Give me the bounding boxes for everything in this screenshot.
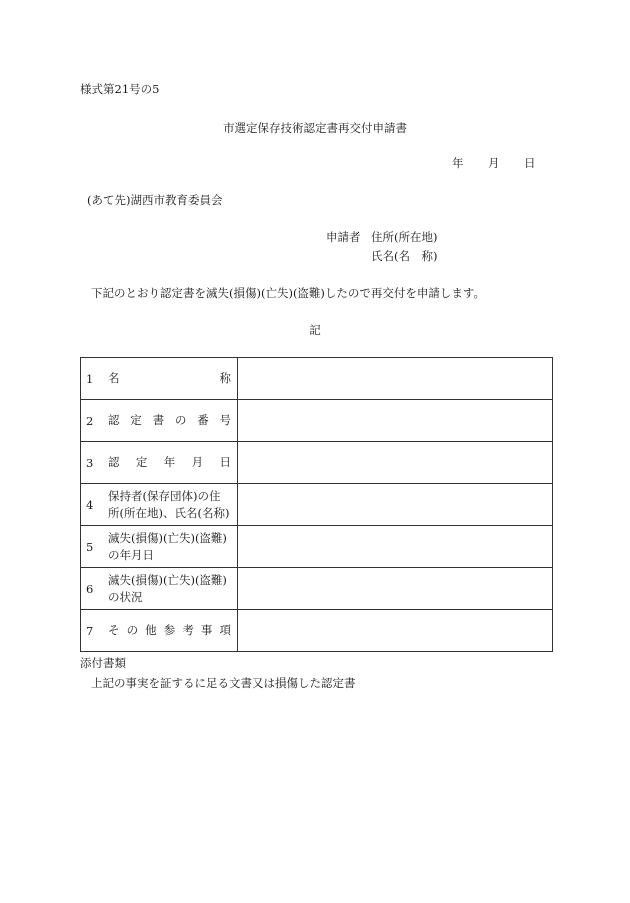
table-row (81, 526, 553, 568)
table-row (81, 484, 553, 526)
applicant-address-label: 住所(所在地) (371, 230, 438, 244)
item-label: その他参考事項 (108, 623, 231, 638)
item-label: 認定書の番号 (108, 413, 231, 428)
table-row (81, 442, 553, 484)
item-label-cell (81, 358, 238, 400)
item-value-cell[interactable] (238, 568, 553, 610)
table-row (81, 358, 553, 400)
item-number: 5 (86, 539, 94, 554)
applicant-label: 申請者 (326, 230, 361, 244)
item-label: 滅失(損傷)(亡失)(盗難)の年月日 (108, 530, 227, 562)
item-value-cell[interactable] (238, 526, 553, 568)
form-number: 様式第21号の5 (80, 82, 160, 96)
item-value-cell[interactable] (238, 610, 553, 652)
item-label-cell (81, 526, 238, 568)
ki-heading: 記 (309, 323, 321, 337)
item-label-cell (81, 442, 238, 484)
table-row (81, 568, 553, 610)
table-row (81, 400, 553, 442)
item-number: 3 (86, 455, 94, 470)
applicant-name-label: 氏名(名 称) (371, 249, 438, 263)
item-number: 7 (86, 623, 94, 638)
item-value-cell[interactable] (238, 484, 553, 526)
item-label: 名 称 (108, 371, 231, 386)
item-label: 滅失(損傷)(亡失)(盗難)の状況 (108, 572, 227, 604)
item-value-cell[interactable] (238, 400, 553, 442)
item-label-cell (81, 610, 238, 652)
item-label-cell (81, 484, 238, 526)
item-label-cell (81, 400, 238, 442)
document-title: 市選定保存技術認定書再交付申請書 (223, 121, 407, 135)
item-number: 6 (86, 581, 94, 596)
date-day: 日 (524, 156, 536, 170)
items-table (80, 357, 553, 652)
date-year: 年 (452, 156, 464, 170)
item-value-cell[interactable] (238, 358, 553, 400)
item-number: 2 (86, 413, 94, 428)
item-number: 4 (86, 497, 94, 512)
attachments-text: 上記の事実を証するに足る文書又は損傷した認定書 (91, 676, 356, 690)
item-value-cell[interactable] (238, 442, 553, 484)
table-row (81, 610, 553, 652)
request-statement: 下記のとおり認定書を滅失(損傷)(亡失)(盗難)したので再交付を申請します。 (91, 286, 485, 300)
item-label-cell (81, 568, 238, 610)
attachments-heading: 添付書類 (80, 656, 126, 670)
addressee: (あて先)湖西市教育委員会 (87, 193, 223, 207)
item-label: 認定年月日 (108, 455, 231, 470)
date-month: 月 (488, 156, 500, 170)
item-label: 保持者(保存団体)の住所(所在地)、氏名(名称) (108, 488, 230, 520)
item-number: 1 (86, 371, 94, 386)
